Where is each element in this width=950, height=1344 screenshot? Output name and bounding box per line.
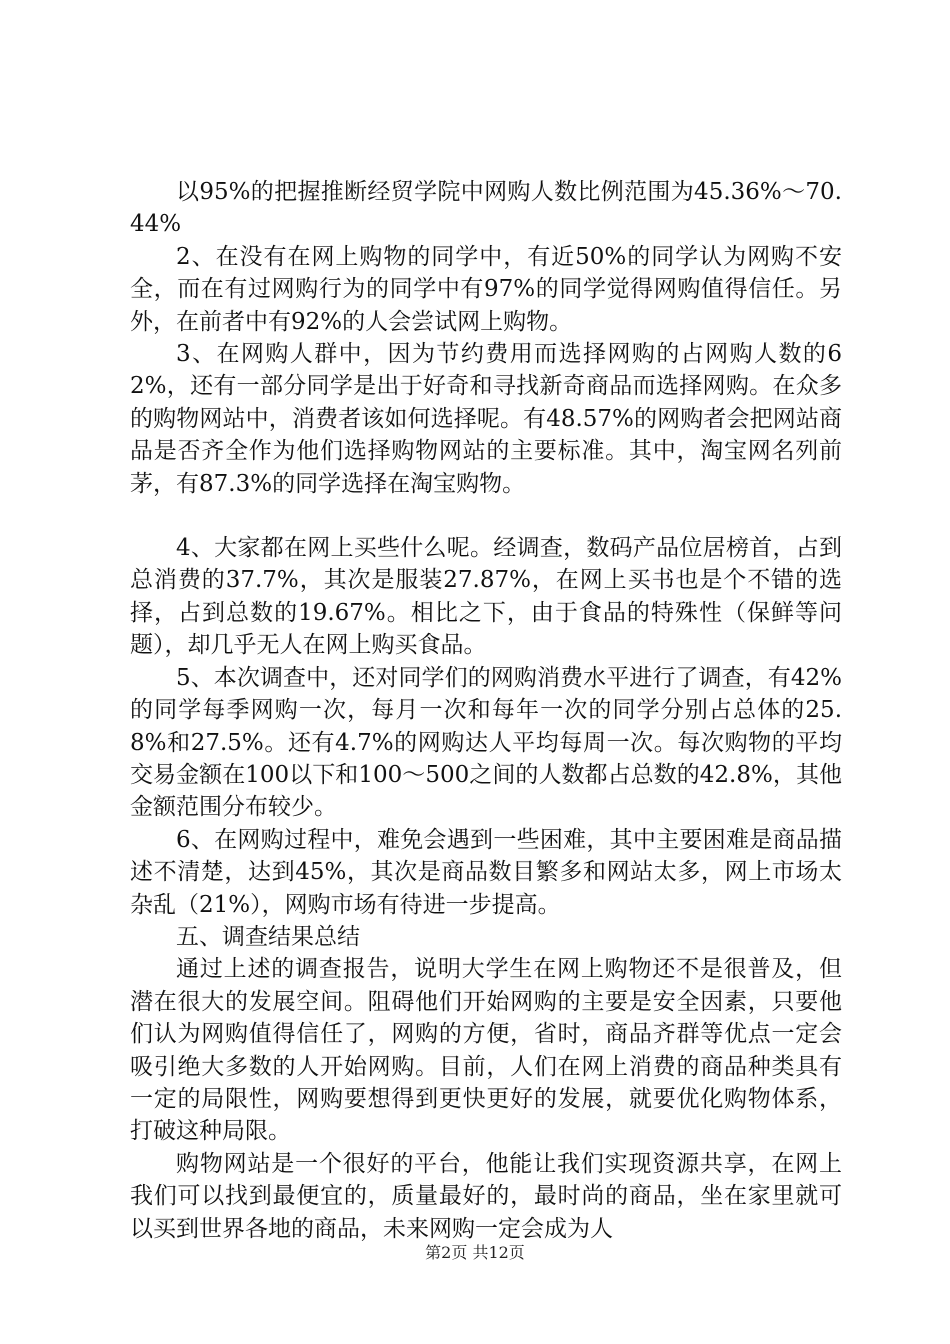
paragraph-summary: 通过上述的调查报告，说明大学生在网上购物还不是很普及，但潜在很大的发展空间。阻碍他们开始网购的主要是安全因素，只要他们认为网购值得信任了，网购的方便，省时，商品齐群等优点一定会吸引绝大多数的人开始网购。目前，人们在网上消费的商品种类具有一定的局限性，网购要想得到更快更好的发展，就要优化购物体系，打破这种局限。: [130, 956, 842, 1145]
section-heading: 五、调查结果总结: [176, 923, 360, 950]
paragraph-item-2: 2、在没有在网上购物的同学中，有近50%的同学认为网购不安全，而在有过网购行为的同学中有97%的同学觉得网购值得信任。另外，在前者中有92%的人会尝试网上购物。: [130, 243, 842, 335]
paragraph-confidence-interval: 以95%的把握推断经贸学院中网购人数比例范围为45.36%～70.44%: [130, 179, 842, 238]
paragraph-item-4: 4、大家都在网上买些什么呢。经调查，数码产品位居榜首，占到总消费的37.7%，其次是服装27.87%，在网上买书也是个不错的选择，占到总数的19.67%。相比之下，由于食品的特殊性（保鲜等问题），却几乎无人在网上购买食品。: [130, 535, 842, 659]
paragraph-item-3: 3、在网购人群中，因为节约费用而选择网购的占网购人数的62%，还有一部分同学是出于好奇和寻找新奇商品而选择网购。在众多的购物网站中，消费者该如何选择呢。有48.57%的网购者会把网站商品是否齐全作为他们选择购物网站的主要标准。其中，淘宝网名列前茅，有87.3%的同学选择在淘宝购物。: [130, 341, 842, 497]
document-body: [130, 176, 842, 1245]
paragraph-item-5: 5、本次调查中，还对同学们的网购消费水平进行了调查，有42%的同学每季网购一次，每月一次和每年一次的同学分别占总体的25.8%和27.5%。还有4.7%的网购达人平均每周一次。每次购物的平均交易金额在100以下和100～500之间的人数都占总数的42.8%，其他金额范围分布较少。: [130, 664, 842, 821]
page-number-footer: 第2页 共12页: [425, 1243, 525, 1262]
paragraph-shopping-sites: 购物网站是一个很好的平台，他能让我们实现资源共享，在网上我们可以找到最便宜的，质量最好的，最时尚的商品，坐在家里就可以买到世界各地的商品，未来网购一定会成为人: [130, 1150, 842, 1242]
paragraph-item-6: 6、在网购过程中，难免会遇到一些困难，其中主要困难是商品描述不清楚，达到45%，其次是商品数目繁多和网站太多，网上市场太杂乱（21%），网购市场有待进一步提高。: [130, 826, 842, 918]
